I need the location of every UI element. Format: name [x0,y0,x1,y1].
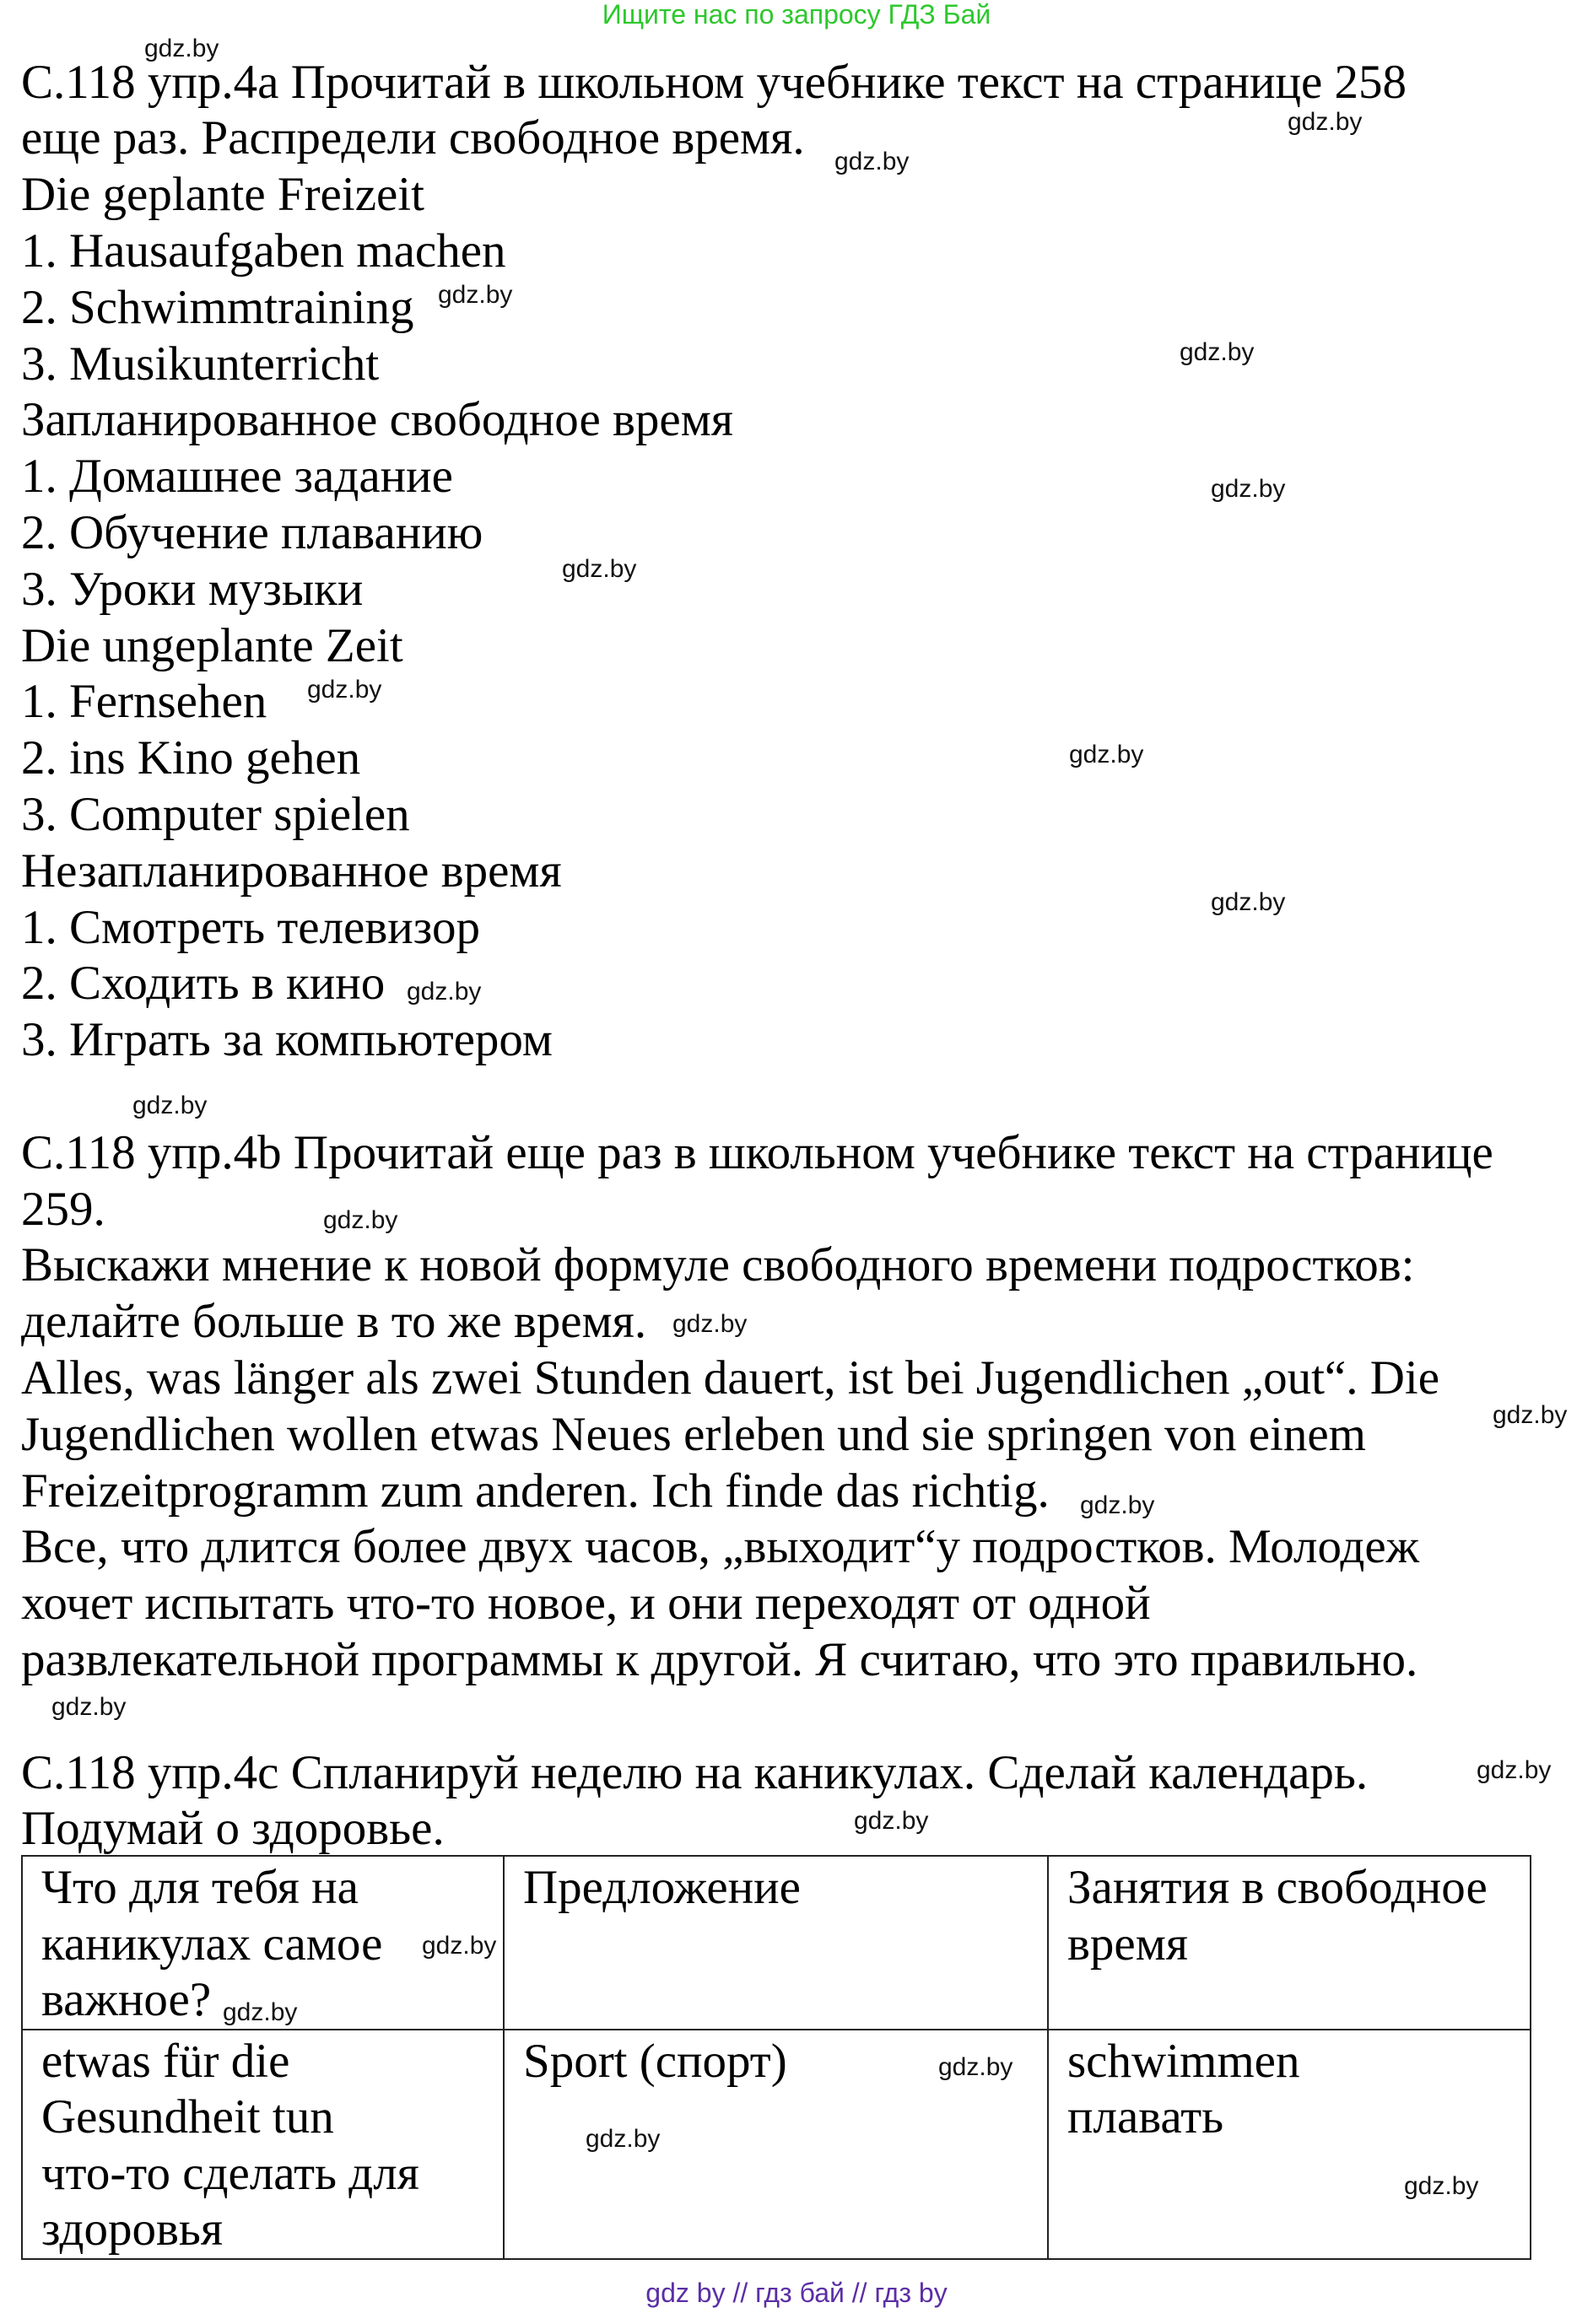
gdz-watermark: gdz.by [144,35,219,62]
footer-links: gdz by // гдз бай // гдз by [645,2278,948,2308]
gdz-watermark: gdz.by [1211,888,1286,916]
cell-text: etwas für die [41,2034,290,2088]
gdz-watermark: gdz.by [1477,1756,1552,1784]
cell-text: здоровья [41,2203,224,2256]
gdz-watermark: gdz.by [51,1693,127,1721]
gdz-watermark: gdz.by [307,676,382,704]
cell-text: плавать [1067,2090,1224,2143]
text-line: 259. [21,1182,105,1236]
cell-text: Что для тебя на [41,1861,359,1914]
text-line: 2. ins Kino gehen [21,731,361,785]
gdz-watermark: gdz.by [1404,2172,1479,2200]
cell-important [22,2030,504,2259]
text-line: Alles, was länger als zwei Stunden dauert, ist bei Jugendlichen „out“. Die [21,1351,1440,1405]
text-line: развлекательной программы к другой. Я считаю, что это правильно. [21,1633,1418,1686]
cell-text: что-то сделать для [41,2146,419,2200]
gdz-watermark: gdz.by [1069,741,1144,768]
text-line: Freizeitprogramm zum anderen. Ich finde das richtig. [21,1464,1050,1518]
cell-text: каникулах самое [41,1917,383,1971]
text-line: Незапланированное время [21,844,562,898]
text-line: Die ungeplante Zeit [21,618,403,672]
gdz-watermark: gdz.by [562,555,637,583]
text-line: 3. Играть за компьютером [21,1013,553,1067]
gdz-watermark: gdz.by [422,1932,497,1960]
cell-text: важное? [41,1973,212,2026]
cell-text: Занятия в свободное [1067,1861,1488,1914]
gdz-watermark: gdz.by [672,1310,748,1338]
gdz-watermark: gdz.by [132,1092,208,1119]
exercise-heading: C.118 упр.4c Спланируй неделю на каникулах. Сделай календарь. [21,1745,1369,1799]
cell-text: schwimmen [1067,2034,1300,2088]
gdz-watermark: gdz.by [1080,1491,1155,1519]
gdz-watermark: gdz.by [223,1998,298,2026]
text-line: 3. Musikunterricht [21,337,380,391]
text-line: 1. Домашнее задание [21,450,453,504]
gdz-watermark: gdz.by [1493,1401,1568,1429]
text-line: 1. Hausaufgaben machen [21,224,506,278]
text-line: Jugendlichen wollen etwas Neues erleben und sie springen von einem [21,1407,1366,1461]
cell-text: Sport (спорт) [523,2034,787,2088]
gdz-watermark: gdz.by [854,1807,929,1835]
cell-text: время [1067,1917,1189,1971]
header-cell-activities [1048,1856,1531,2030]
cell-activities [1048,2030,1531,2259]
exercise-heading: C.118 упр.4a Прочитай в школьном учебнике текст на странице 258 [21,55,1407,109]
text-line: Выскажи мнение к новой формуле свободного времени подростков: [21,1238,1415,1292]
gdz-watermark: gdz.by [938,2053,1013,2081]
text-line: делайте больше в то же время. [21,1295,647,1349]
header-cell-suggestion [504,1856,1048,2030]
text-line: Запланированное свободное время [21,393,734,447]
gdz-watermark: gdz.by [1180,338,1255,366]
cell-text: Gesundheit tun [41,2090,334,2143]
gdz-watermark: gdz.by [1211,475,1286,503]
text-line: Die geplante Freizeit [21,168,424,222]
gdz-watermark: gdz.by [438,281,513,309]
text-line: 2. Schwimmtraining [21,280,414,334]
text-line: 3. Уроки музыки [21,562,364,616]
text-line: 2. Сходить в кино [21,957,386,1011]
text-line: 2. Обучение плаванию [21,506,483,559]
text-line: 1. Fernsehen [21,675,267,729]
gdz-watermark: gdz.by [1288,108,1363,136]
vacation-plan-table [21,1855,1531,2260]
gdz-watermark: gdz.by [323,1206,398,1234]
gdz-watermark: gdz.by [407,978,482,1006]
text-line: хочет испытать что-то новое, и они переходят от одной [21,1577,1151,1631]
exercise-heading: C.118 упр.4b Прочитай еще раз в школьном учебнике текст на странице [21,1125,1493,1179]
text-line: Подумай о здоровье. [21,1802,445,1856]
text-line: еще раз. Распредели свободное время. [21,111,805,165]
gdz-watermark: gdz.by [586,2125,661,2153]
text-line: 1. Смотреть телевизор [21,900,480,954]
text-line: Все, что длится более двух часов, „выходит“у подростков. Молодеж [21,1520,1420,1574]
cell-text: Предложение [523,1861,801,1914]
gdz-watermark: gdz.by [834,148,910,175]
text-line: 3. Computer spielen [21,788,410,841]
table-row [22,2030,1531,2259]
search-banner: Ищите нас по запросу ГДЗ Бай [602,0,991,30]
